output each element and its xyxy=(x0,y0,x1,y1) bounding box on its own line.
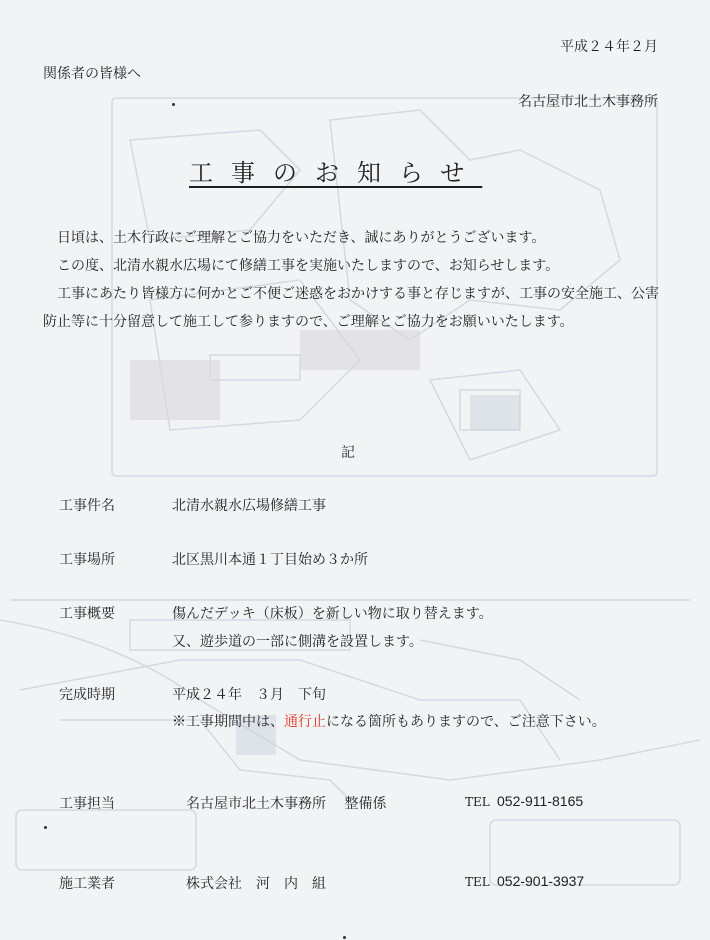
recipient-line: 関係者の皆様へ xyxy=(43,66,141,82)
manager-office: 名古屋市北土木事務所 整備係 xyxy=(186,796,387,812)
body-paragraph-1: 日頃は、土木行政にご理解とご協力をいただき、誠にありがとうございます。 xyxy=(57,230,546,246)
contractor-company: 株式会社 河 内 組 xyxy=(186,876,326,892)
closure-note-suffix: になる箇所もありますので、ご注意下さい。 xyxy=(326,714,606,730)
contractor-tel-label: TEL xyxy=(465,875,490,889)
scan-speck xyxy=(172,103,175,106)
notice-body xyxy=(43,224,665,336)
work-place-value: 北区黒川本通１丁目始め３か所 xyxy=(172,552,368,568)
ki-marker: 記 xyxy=(341,445,355,461)
work-name-label: 工事件名 xyxy=(59,498,115,514)
manager-label: 工事担当 xyxy=(59,796,115,812)
work-name-value: 北清水親水広場修繕工事 xyxy=(172,498,326,514)
closure-note-prefix: ※工事期間中は、 xyxy=(172,714,284,730)
road-closed-highlight: 通行止 xyxy=(284,714,326,730)
scan-speck xyxy=(343,936,346,939)
completion-label: 完成時期 xyxy=(59,687,115,703)
manager-phone: 052-911-8165 xyxy=(497,793,584,809)
issue-date: 平成２４年２月 xyxy=(560,39,658,55)
contractor-label: 施工業者 xyxy=(59,876,115,892)
completion-value: 平成２４年 ３月 下旬 xyxy=(172,687,326,703)
work-overview-label: 工事概要 xyxy=(59,606,115,622)
contractor-phone: 052-901-3937 xyxy=(497,873,585,889)
body-paragraph-2: この度、北清水親水広場にて修繕工事を実施いたしますので、お知らせします。 xyxy=(57,258,560,274)
notice-title: 工事のお知らせ xyxy=(189,159,483,187)
work-overview-line-2: 又、遊歩道の一部に側溝を設置します。 xyxy=(172,634,423,650)
work-overview-line-1: 傷んだデッキ（床板）を新しい物に取り替えます。 xyxy=(172,606,493,622)
sender-office: 名古屋市北土木事務所 xyxy=(518,94,658,110)
scan-speck xyxy=(44,826,47,829)
body-paragraph-3: 工事にあたり皆様方に何かとご不便ご迷惑をおかけする事と存じますが、工事の安全施工、公害防止等に十分留意して施工して参りますので、ご理解とご協力をお願いいたします。 xyxy=(43,286,659,330)
manager-tel-label: TEL xyxy=(465,795,490,809)
work-place-label: 工事場所 xyxy=(59,552,115,568)
closure-note xyxy=(172,711,606,731)
